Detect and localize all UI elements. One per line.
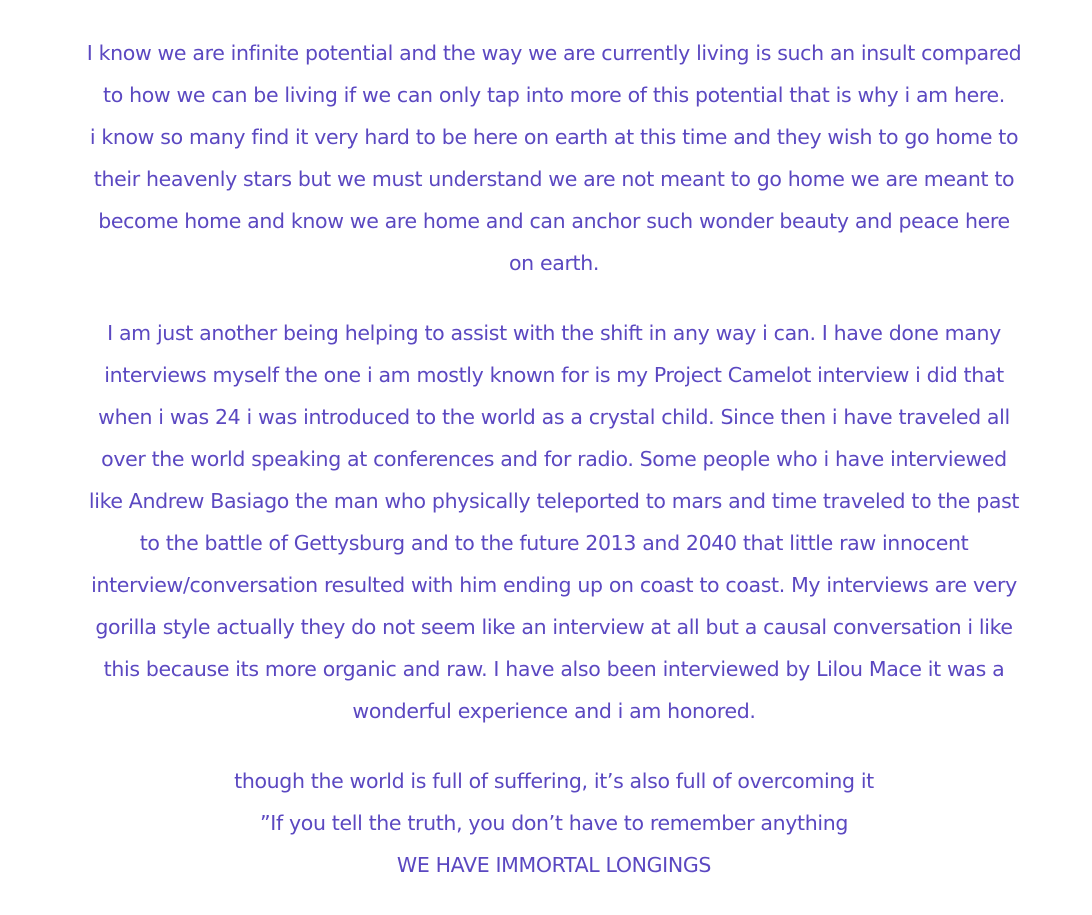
paragraph-line: gorilla style actually they do not seem like an interview at all but a causal conversation i like bbox=[95, 615, 1013, 639]
quotes-block bbox=[86, 760, 1022, 886]
paragraph-line: I know we are infinite potential and the way we are currently living is such an insult compared bbox=[86, 41, 1022, 65]
paragraph-line: to the battle of Gettysburg and to the future 2013 and 2040 that little raw innocent bbox=[139, 531, 969, 555]
paragraph-line: on earth. bbox=[508, 251, 600, 275]
paragraph-line: I am just another being helping to assist with the shift in any way i can. I have done many bbox=[107, 321, 1001, 345]
quote-line: though the world is full of suffering, it’s also full of overcoming it bbox=[234, 769, 874, 793]
paragraph-line: like Andrew Basiago the man who physically teleported to mars and time traveled to the past bbox=[88, 489, 1020, 513]
bio-paragraph bbox=[86, 312, 1022, 732]
quote-line: WE HAVE IMMORTAL LONGINGS bbox=[396, 853, 712, 877]
text-content bbox=[86, 32, 1022, 886]
paragraph-line: i know so many find it very hard to be here on earth at this time and they wish to go home to bbox=[89, 125, 1019, 149]
paragraph-line: this because its more organic and raw. I have also been interviewed by Lilou Mace it was a bbox=[103, 657, 1005, 681]
paragraph-line: interviews myself the one i am mostly known for is my Project Camelot interview i did that bbox=[104, 363, 1004, 387]
paragraph-line: wonderful experience and i am honored. bbox=[352, 699, 756, 723]
paragraph-line: when i was 24 i was introduced to the world as a crystal child. Since then i have traveled all bbox=[98, 405, 1010, 429]
paragraph-line: to how we can be living if we can only tap into more of this potential that is why i am here. bbox=[103, 83, 1005, 107]
paragraph-line: become home and know we are home and can anchor such wonder beauty and peace here bbox=[98, 209, 1010, 233]
intro-paragraph bbox=[86, 32, 1022, 284]
paragraph-line: over the world speaking at conferences and for radio. Some people who i have interviewed bbox=[101, 447, 1007, 471]
paragraph-line: their heavenly stars but we must understand we are not meant to go home we are meant to bbox=[93, 167, 1015, 191]
paragraph-line: interview/conversation resulted with him ending up on coast to coast. My interviews are very bbox=[91, 573, 1017, 597]
quote-line: ”If you tell the truth, you don’t have to remember anything bbox=[259, 811, 848, 835]
